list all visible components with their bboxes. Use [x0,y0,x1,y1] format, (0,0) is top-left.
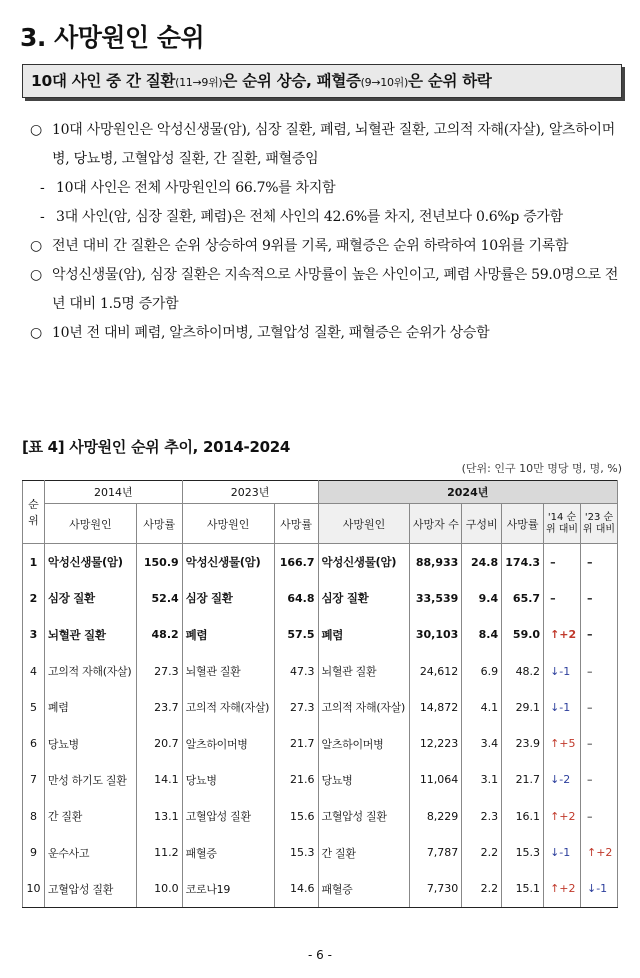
summary-part3: 은 순위 하락 [408,72,492,90]
rate-2014-cell: 14.1 [136,762,182,798]
change-vs-2014-cell: ↑+5 [544,725,581,761]
share-2024-cell: 24.8 [462,544,502,581]
share-2024-cell: 6.9 [462,653,502,689]
rate-2023-cell: 64.8 [274,580,318,616]
deaths-2024-cell: 8,229 [410,798,462,834]
rate-2024-cell: 59.0 [502,617,544,653]
bullet-item: ○ 전년 대비 간 질환은 순위 상승하여 9위를 기록, 패혈증은 순위 하락하여 10위를 기록함 [30,238,569,254]
year-2023-header: 2023년 [182,481,318,504]
bullet-subitem: - 3대 사인(암, 심장 질환, 폐렴)은 전체 사인의 42.6%를 차지, 전년보다 0.6%p 증가함 [40,209,563,225]
change-vs-2014-cell: ↑+2 [544,798,581,834]
rate-2024-cell: 23.9 [502,725,544,761]
cause-2014-cell: 악성신생물(암) [44,544,136,581]
table-row [23,653,618,689]
summary-part1-paren: (11→9위) [175,76,223,89]
rate-2024-cell: 15.1 [502,871,544,908]
year-2014-header: 2014년 [44,481,182,504]
year-2024-header: 2024년 [318,481,618,504]
rate-2014-cell: 23.7 [136,689,182,725]
cause-2023-cell: 코로나19 [182,871,274,908]
share-2024-cell: 2.2 [462,871,502,908]
rate-2014-cell: 20.7 [136,725,182,761]
cause-2024-cell: 악성신생물(암) [318,544,410,581]
rank-cell: 5 [23,689,45,725]
deaths-2024-cell: 14,872 [410,689,462,725]
table-unit: (단위: 인구 10만 명당 명, 명, %) [461,462,622,475]
cause-2024-cell: 폐렴 [318,617,410,653]
rate-2023-cell: 21.7 [274,725,318,761]
cause-2014-cell: 뇌혈관 질환 [44,617,136,653]
change-vs-2023-cell: – [581,689,618,725]
change-vs-2023-cell: – [581,725,618,761]
change-vs-2023-cell: – [581,580,618,616]
rate-2014-cell: 48.2 [136,617,182,653]
table-row [23,725,618,761]
bullet-item: ○ 악성신생물(암), 심장 질환은 지속적으로 사망률이 높은 사인이고, 폐렴 사망률은 59.0명으로 전년 대비 1.5명 증가함 [30,267,619,312]
share-2024-cell: 4.1 [462,689,502,725]
cause-2014-cell: 심장 질환 [44,580,136,616]
share-2024-cell: 3.1 [462,762,502,798]
section-title: 3. 사망원인 순위 [20,23,205,52]
change-vs-2014-cell: ↓-1 [544,689,581,725]
rank-cell: 7 [23,762,45,798]
deaths-2024-cell: 30,103 [410,617,462,653]
cause-2023-cell: 폐렴 [182,617,274,653]
cause-2014-cell: 간 질환 [44,798,136,834]
deaths-2024-cell: 33,539 [410,580,462,616]
rank-cell: 6 [23,725,45,761]
change-vs-2014-cell: – [544,544,581,581]
change-vs-2023-cell: ↑+2 [581,834,618,870]
cause-2024-cell: 심장 질환 [318,580,410,616]
change-vs-2023-cell: – [581,617,618,653]
rank-cell: 10 [23,871,45,908]
rate-2014-cell: 13.1 [136,798,182,834]
rank-cell: 3 [23,617,45,653]
cause-header: 사망원인 [182,504,274,544]
share-2024-cell: 3.4 [462,725,502,761]
table-body [23,544,618,908]
rate-2014-cell: 52.4 [136,580,182,616]
table-row [23,689,618,725]
bullet-item: ○ 10대 사망원인은 악성신생물(암), 심장 질환, 폐렴, 뇌혈관 질환, 고의적 자해(자살), 알츠하이머병, 당뇨병, 고혈압성 질환, 간 질환, 패혈증임 [30,122,615,167]
share-2024-cell: 2.2 [462,834,502,870]
rate-2023-cell: 27.3 [274,689,318,725]
table-row [23,762,618,798]
cause-2024-cell: 고의적 자해(자살) [318,689,410,725]
deaths-2024-cell: 24,612 [410,653,462,689]
deaths-2024-cell: 88,933 [410,544,462,581]
rate-2023-cell: 57.5 [274,617,318,653]
cause-2023-cell: 악성신생물(암) [182,544,274,581]
cause-header: 사망원인 [318,504,410,544]
rank-cell: 1 [23,544,45,581]
cause-2024-cell: 당뇨병 [318,762,410,798]
cause-2014-cell: 당뇨병 [44,725,136,761]
rate-2024-cell: 48.2 [502,653,544,689]
table-row [23,617,618,653]
change-vs-2023-cell: – [581,798,618,834]
change-vs-2023-cell: – [581,762,618,798]
summary-part1: 10대 사인 중 간 질환 [31,72,176,90]
cause-2014-cell: 고의적 자해(자살) [44,653,136,689]
rank-cell: 4 [23,653,45,689]
bullet-item: ○ 10년 전 대비 폐렴, 알츠하이머병, 고혈압성 질환, 패혈증은 순위가 상승함 [30,325,490,341]
table-row [23,544,618,581]
share-2024-cell: 8.4 [462,617,502,653]
summary-part2-paren: (9→10위) [360,76,408,89]
rate-2024-cell: 29.1 [502,689,544,725]
summary-part2: 은 순위 상승, 패혈증 [222,72,361,90]
change-vs-2023-cell: – [581,544,618,581]
table-row [23,834,618,870]
share-2024-cell: 2.3 [462,798,502,834]
rate-2014-cell: 27.3 [136,653,182,689]
change-vs-2014-cell: – [544,580,581,616]
cause-header: 사망원인 [44,504,136,544]
cause-2024-cell: 간 질환 [318,834,410,870]
rate-header: 사망률 [502,504,544,544]
table-title: [표 4] 사망원인 순위 추이, 2014-2024 [22,438,290,456]
change-vs-2023-cell: ↓-1 [581,871,618,908]
change-vs-2014-cell: ↑+2 [544,871,581,908]
bullet-subitem: - 10대 사인은 전체 사망원인의 66.7%를 차지함 [40,180,336,196]
rate-2023-cell: 21.6 [274,762,318,798]
rate-2023-cell: 14.6 [274,871,318,908]
rate-header: 사망률 [274,504,318,544]
rate-2014-cell: 11.2 [136,834,182,870]
rank-header: 순위 [23,481,45,544]
rate-2023-cell: 15.3 [274,834,318,870]
deaths-2024-cell: 11,064 [410,762,462,798]
table-row [23,798,618,834]
rate-2014-cell: 150.9 [136,544,182,581]
change-vs-2014-cell: ↓-2 [544,762,581,798]
change-vs-2014-header: '14 순위 대비 [544,504,581,544]
share-2024-cell: 9.4 [462,580,502,616]
change-vs-2023-cell: – [581,653,618,689]
cause-2023-cell: 고의적 자해(자살) [182,689,274,725]
change-vs-2014-cell: ↑+2 [544,617,581,653]
cause-2024-cell: 패혈증 [318,871,410,908]
rate-header: 사망률 [136,504,182,544]
table-row [23,580,618,616]
deaths-2024-cell: 12,223 [410,725,462,761]
deaths-2024-cell: 7,730 [410,871,462,908]
cause-2024-cell: 알츠하이머병 [318,725,410,761]
rank-cell: 8 [23,798,45,834]
cause-2014-cell: 운수사고 [44,834,136,870]
rate-2024-cell: 65.7 [502,580,544,616]
cause-2014-cell: 만성 하기도 질환 [44,762,136,798]
cause-2023-cell: 당뇨병 [182,762,274,798]
cause-2023-cell: 심장 질환 [182,580,274,616]
summary-box [22,64,622,98]
change-vs-2023-header: '23 순위 대비 [581,504,618,544]
rate-2024-cell: 16.1 [502,798,544,834]
page-number: - 6 - [308,948,332,962]
share-header: 구성비 [462,504,502,544]
cause-of-death-table [22,480,618,908]
cause-2023-cell: 패혈증 [182,834,274,870]
rate-2023-cell: 166.7 [274,544,318,581]
rank-cell: 9 [23,834,45,870]
rank-cell: 2 [23,580,45,616]
deaths-2024-cell: 7,787 [410,834,462,870]
deaths-header: 사망자 수 [410,504,462,544]
rate-2024-cell: 15.3 [502,834,544,870]
rate-2023-cell: 15.6 [274,798,318,834]
cause-2024-cell: 뇌혈관 질환 [318,653,410,689]
cause-2014-cell: 고혈압성 질환 [44,871,136,908]
rate-2014-cell: 10.0 [136,871,182,908]
rate-2024-cell: 21.7 [502,762,544,798]
rate-2023-cell: 47.3 [274,653,318,689]
cause-2024-cell: 고혈압성 질환 [318,798,410,834]
change-vs-2014-cell: ↓-1 [544,653,581,689]
cause-2023-cell: 알츠하이머병 [182,725,274,761]
rate-2024-cell: 174.3 [502,544,544,581]
cause-2023-cell: 고혈압성 질환 [182,798,274,834]
table-row [23,871,618,908]
change-vs-2014-cell: ↓-1 [544,834,581,870]
cause-2014-cell: 폐렴 [44,689,136,725]
bullet-list [30,116,630,348]
cause-2023-cell: 뇌혈관 질환 [182,653,274,689]
